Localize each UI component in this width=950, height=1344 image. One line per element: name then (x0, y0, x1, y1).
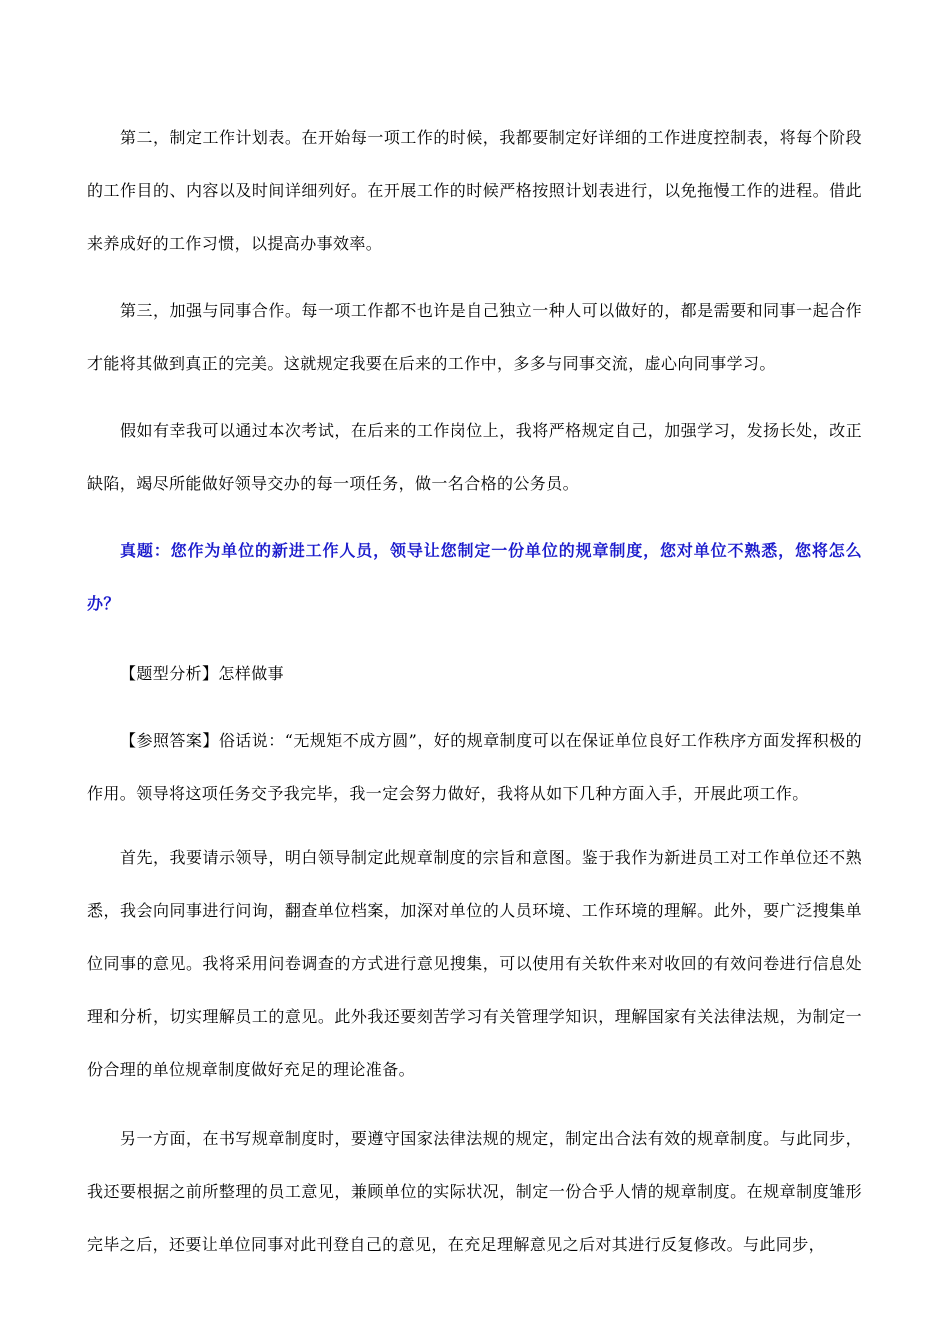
paragraph-commitment (87, 404, 862, 510)
text-line: 【参照答案】俗话说：“无规矩不成方圆”，好的规章制度可以在保证单位良好工作秩序方面发挥积 (120, 731, 830, 750)
text-line: 【题型分析】怎样做事 (120, 664, 285, 683)
paragraph-second-step (87, 1112, 862, 1271)
text-line: 首先，我要请示领导，明白领导制定此规章制度的宗旨和意图。鉴于我作为新进员工对工作单位还不 (120, 848, 846, 867)
text-line: 熟悉，我会向同事进行问询，翻查单位档案，加深对单位的人员环境、工作环境的理解。此外，要广泛搜 (87, 848, 862, 920)
reference-answer-intro (87, 714, 862, 820)
text-line: 正缺陷，竭尽所能做好领导交办的每一项任务，做一名合格的公务员。 (87, 421, 862, 493)
text-line: 第三，加强与同事合作。每一项工作都不也许是自己独立一种人可以做好的，都是需要和同事一起合 (120, 301, 846, 320)
text-line: 极的作用。领导将这项任务交予我完毕，我一定会努力做好，我将从如下几种方面入手，开展此项工作。 (87, 731, 862, 803)
exam-question (87, 524, 862, 630)
text-line: 为制定一份合理的单位规章制度做好充足的理论准备。 (87, 1007, 862, 1079)
text-line: 办？ (87, 594, 120, 613)
text-line: 借此来养成好的工作习惯，以提高办事效率。 (87, 181, 862, 253)
text-line: 另一方面，在书写规章制度时，要遵守国家法律法规的规定，制定出合法有效的规章制度。与此同步， (120, 1129, 862, 1148)
text-line: 第二，制定工作计划表。在开始每一项工作的时候，我都要制定好详细的工作进度控制表，将每个阶 (120, 128, 846, 147)
paragraph-cooperation (87, 284, 862, 390)
text-line: 假如有幸我可以通过本次考试，在后来的工作岗位上，我将严格规定自己，加强学习，发扬长处，改 (120, 421, 846, 440)
text-line: 真题：您作为单位的新进工作人员，领导让您制定一份单位的规章制度，您对单位不熟悉，您将怎么 (120, 541, 862, 560)
text-line: 信息处理和分析，切实理解员工的意见。此外我还要刻苦学习有关管理学知识，理解国家有关法律法规， (87, 954, 862, 1026)
text-line: 形完毕之后，还要让单位同事对此刊登自己的意见，在充足理解意见之后对其进行反复修改。与此同步， (87, 1182, 862, 1254)
text-line: 段的工作目的、内容以及时间详细列好。在开展工作的时候严格按照计划表进行，以免拖慢工作的进程。 (87, 128, 862, 200)
paragraph-first-step (87, 831, 862, 1096)
text-line: 我还要根据之前所整理的员工意见，兼顾单位的实际状况，制定一份合乎人情的规章制度。在规章制度雏 (87, 1182, 846, 1201)
text-line: 集单位同事的意见。我将采用问卷调查的方式进行意见搜集，可以使用有关软件来对收回的有效问卷进行 (87, 901, 862, 973)
paragraph-work-plan (87, 111, 862, 270)
question-type-analysis (87, 647, 862, 700)
text-line: 作才能将其做到真正的完美。这就规定我要在后来的工作中，多多与同事交流，虚心向同事学习。 (87, 301, 862, 373)
